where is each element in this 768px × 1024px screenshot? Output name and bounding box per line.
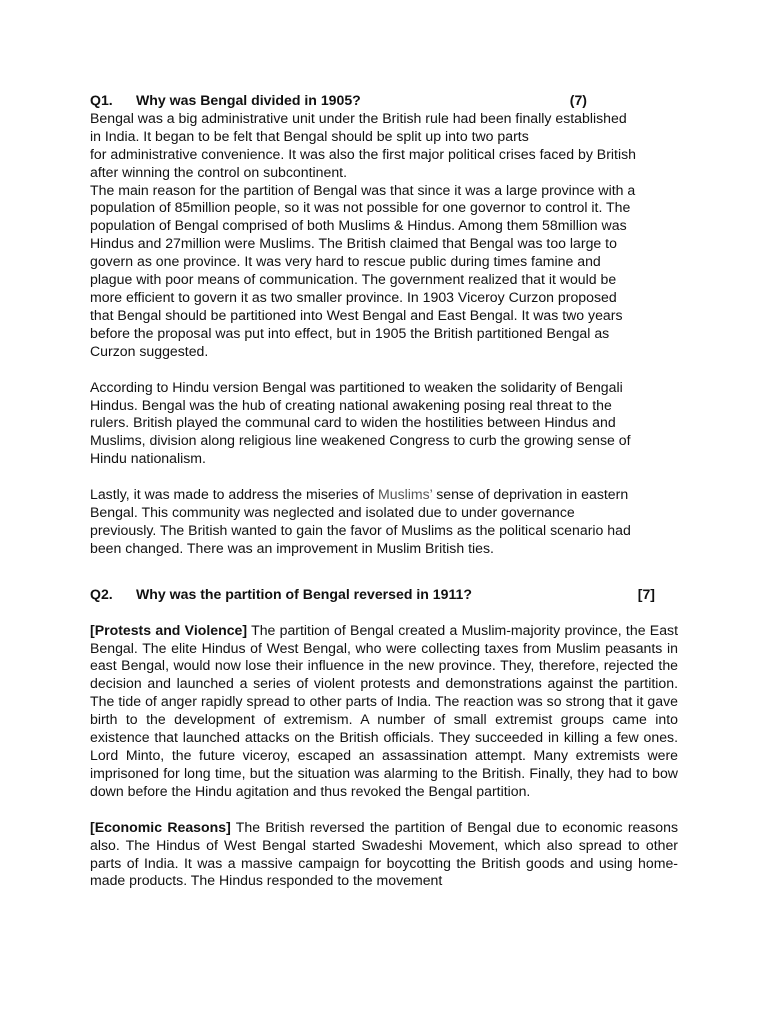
q2-marks: [7] <box>637 585 655 602</box>
q2-number: Q2. <box>90 585 113 602</box>
paragraph-spacer <box>90 801 678 819</box>
text-line: Hindus. Bengal was the hub of creating national awakening posing real threat to the <box>90 396 612 413</box>
text-line: Curzon suggested. <box>90 342 209 359</box>
muslims-word: Muslims’ <box>378 486 433 503</box>
text-line: Bengal was a big administrative unit under the British rule had been finally established <box>90 109 627 126</box>
protests-heading: [Protests and Violence] <box>90 621 248 638</box>
text-line: plague with poor means of communication. The government realized that it would be <box>90 271 617 288</box>
q1-number: Q1. <box>90 92 113 108</box>
text-line: Hindus and 27million were Muslims. The British claimed that Bengal was too large to <box>90 235 617 252</box>
q1-paragraph-3 <box>90 379 678 469</box>
text-line: population of Bengal comprised of both Muslims & Hindus. Among them 58million was <box>90 217 627 234</box>
economic-heading: [Economic Reasons] <box>90 818 231 835</box>
q1-paragraph-2 <box>90 182 678 361</box>
protests-text: The partition of Bengal created a Muslim-majority province, the East Bengal. The elite Hindus of West Bengal, who were collecting taxes from Muslim peasants in east Bengal, would now lose their influence in the new province. They, therefore, rejected the decision and launched a series of violent protests and demonstrations against the partition. The tide of anger rapidly spread to other parts of India. The reaction was so strong that it gave birth to the development of extremism. A number of small extremist groups came into existence that launched attacks on the British officials. They succeeded in killing a few ones. Lord Minto, the future viceroy, escaped an assassination attempt. Many extremists were imprisoned for long time, but the situation was alarming to the British. Finally, they had to bow down before the Hindu agitation and thus revoked the Bengal partition. <box>90 621 678 799</box>
text-line: Hindu nationalism. <box>90 450 206 467</box>
text-line: Muslims, division along religious line weakened Congress to curb the growing sense of <box>90 432 631 449</box>
q1-heading <box>90 92 678 110</box>
text-fragment: Lastly, it was made to address the miseries of <box>90 486 378 503</box>
q2-heading <box>90 586 678 604</box>
q1-question: Why was Bengal divided in 1905? <box>136 92 361 108</box>
text-line: previously. The British wanted to gain the favor of Muslims as the political scenario had <box>90 521 631 538</box>
text-line: after winning the control on subcontinent. <box>90 163 347 180</box>
q2-economic-paragraph <box>90 819 678 891</box>
text-line: The main reason for the partition of Bengal was that since it was a large province with a <box>90 181 636 198</box>
text-line: population of 85million people, so it was not possible for one governor to control it. The <box>90 199 631 216</box>
text-line: been changed. There was an improvement in Muslim British ties. <box>90 539 494 556</box>
q2-question: Why was the partition of Bengal reversed in 1911? <box>136 585 472 602</box>
text-line: rulers. British played the communal card to widen the hostilities between Hindus and <box>90 414 616 431</box>
economic-text: The British reversed the partition of Bengal due to economic reasons also. The Hindus of West Bengal started Swadeshi Movement, which also spread to other parts of India. It was a massive campaign for boycotting the British goods and using home-made products. The Hindus responded to the movement <box>90 818 678 889</box>
text-line: more efficient to govern it as two smaller province. In 1903 Viceroy Curzon proposed <box>90 288 617 305</box>
paragraph-spacer <box>90 361 678 379</box>
text-line: govern as one province. It was very hard to rescue public during times famine and <box>90 253 601 270</box>
q1-paragraph-1 <box>90 110 678 182</box>
text-line: Bengal. This community was neglected and isolated due to under governance <box>90 504 575 521</box>
paragraph-spacer <box>90 604 678 622</box>
text-line: for administrative convenience. It was also the first major political crises faced by British <box>90 145 636 162</box>
paragraph-spacer <box>90 468 678 486</box>
q2-protests-paragraph <box>90 622 678 801</box>
q1-paragraph-4 <box>90 486 678 558</box>
text-line: in India. It began to be felt that Bengal should be split up into two parts <box>90 127 529 144</box>
document-page <box>90 92 678 890</box>
text-line: before the proposal was put into effect, but in 1905 the British partitioned Bengal as <box>90 324 610 341</box>
text-fragment: sense of deprivation in eastern <box>432 486 629 503</box>
text-line: According to Hindu version Bengal was partitioned to weaken the solidarity of Bengali <box>90 378 623 395</box>
section-spacer <box>90 558 678 586</box>
text-line <box>90 486 678 504</box>
q1-marks: (7) <box>569 92 587 108</box>
text-line: that Bengal should be partitioned into West Bengal and East Bengal. It was two years <box>90 306 623 323</box>
